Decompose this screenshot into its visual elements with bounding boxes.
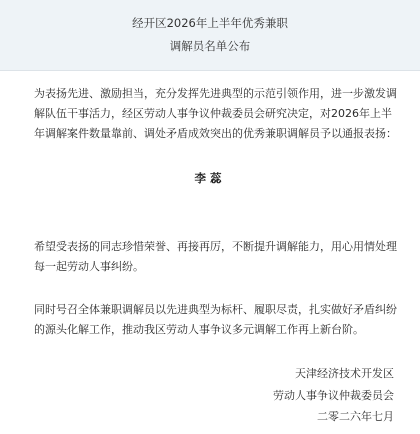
intro-line: 年调解案件数量靠前、调处矛盾成效突出的优秀兼职调解员予以通报表扬： [34,127,397,140]
document-header [0,0,420,71]
intro-line: 解队伍干事活力，经区劳动人事争议仲裁委员会研究决定，对2026年上半 [34,107,392,120]
signature-org-line-2: 劳动人事争议仲裁委员会 [273,389,394,402]
signature-org-line-1: 天津经济技术开发区 [295,367,394,380]
title-line-2: 调解员名单公布 [169,39,251,53]
encouragement-line: 希望受表扬的同志珍惜荣誉、再接再厉，不断提升调解能力，用心用情处理 [34,240,397,253]
encouragement-paragraph [34,237,404,277]
honoree-name: 李蕊 [194,171,226,185]
intro-paragraph [34,84,404,144]
intro-line: 为表扬先进、激励担当，充分发挥先进典型的示范引领作用，进一步激发调 [34,87,397,100]
title-line-1: 经开区2026年上半年优秀兼职 [132,16,288,30]
call-to-action-line: 同时号召全体兼职调解员以先进典型为标杆、履职尽责，扎实做好矛盾纠纷 [34,303,397,316]
call-to-action-paragraph [34,300,404,340]
call-to-action-line: 的源头化解工作，推动我区劳动人事争议多元调解工作再上新台阶。 [34,323,364,336]
signature-date: 二零二六年七月 [317,410,394,423]
encouragement-line: 每一起劳动人事纠纷。 [34,260,144,273]
